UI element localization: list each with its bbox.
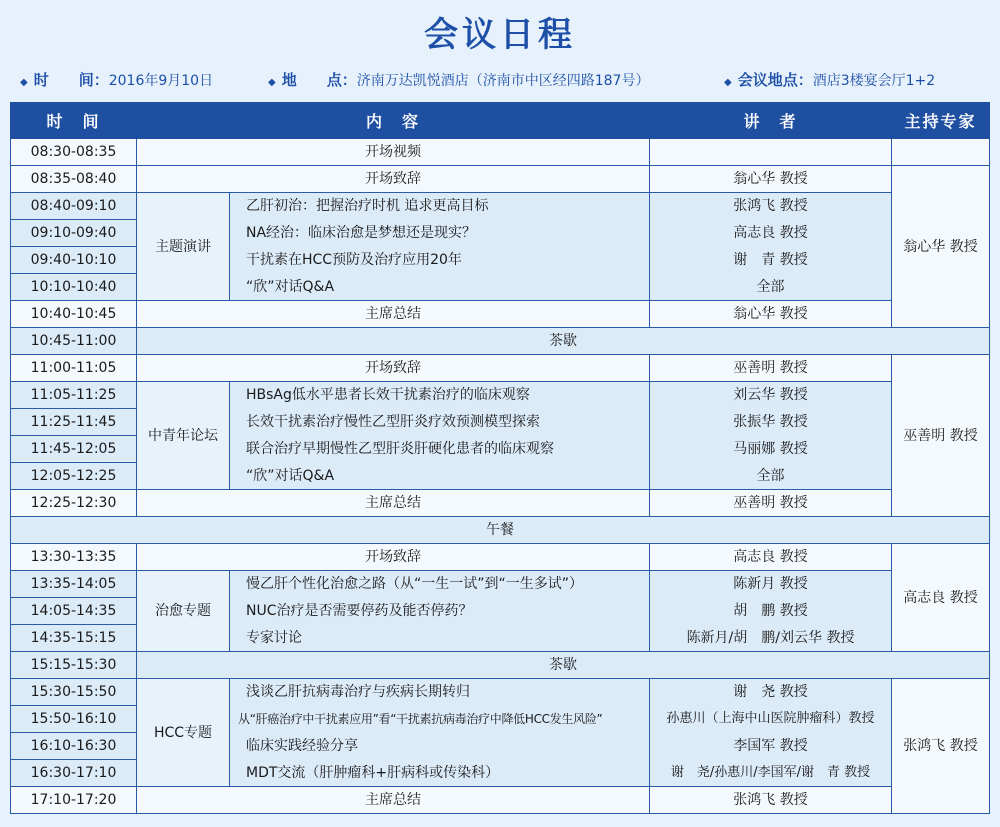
speaker-cell: 翁心华 教授 — [650, 166, 892, 193]
speaker-cell: 张鸿飞 教授 — [650, 193, 892, 220]
topic-cell: 临床实践经验分享 — [230, 733, 650, 760]
speaker-cell: 巫善明 教授 — [650, 490, 892, 517]
speaker-cell: 陈新月/胡 鹏/刘云华 教授 — [650, 625, 892, 652]
speaker-cell: 全部 — [650, 463, 892, 490]
host-cell — [892, 139, 990, 166]
time-label: 时 间： — [33, 71, 109, 89]
header-speaker: 讲 者 — [650, 103, 892, 139]
speaker-cell: 巫善明 教授 — [650, 355, 892, 382]
table-row — [11, 652, 990, 679]
content-cell: 主席总结 — [137, 301, 650, 328]
time-cell: 11:00-11:05 — [11, 355, 137, 382]
speaker-cell: 张鸿飞 教授 — [650, 787, 892, 814]
speaker-cell: 谢 青 教授 — [650, 247, 892, 274]
group-cell: 治愈专题 — [137, 571, 230, 652]
speaker-cell: 李国军 教授 — [650, 733, 892, 760]
diamond-icon: ◆ — [20, 77, 28, 88]
time-value: 2016年9月10日 — [108, 73, 214, 89]
table-row — [11, 193, 990, 220]
speaker-cell: 孙惠川（上海中山医院肿瘤科）教授 — [650, 706, 892, 733]
speaker-cell: 全部 — [650, 274, 892, 301]
place-value: 济南万达凯悦酒店（济南市中区经四路187号） — [356, 73, 650, 89]
host-cell: 张鸿飞 教授 — [892, 679, 990, 814]
time-cell: 09:10-09:40 — [11, 220, 137, 247]
topic-cell: “欣”对话Q&A — [230, 463, 650, 490]
topic-cell: 长效干扰素治疗慢性乙型肝炎疗效预测模型探索 — [230, 409, 650, 436]
speaker-cell: 马丽娜 教授 — [650, 436, 892, 463]
schedule-table — [10, 102, 990, 814]
speaker-cell: 翁心华 教授 — [650, 301, 892, 328]
time-cell: 13:35-14:05 — [11, 571, 137, 598]
info-time — [20, 68, 213, 92]
speaker-cell: 胡 鹏 教授 — [650, 598, 892, 625]
content-cell: 主席总结 — [137, 787, 650, 814]
speaker-cell: 谢 尧 教授 — [650, 679, 892, 706]
time-cell: 10:45-11:00 — [11, 328, 137, 355]
topic-cell: MDT交流（肝肿瘤科+肝病科或传染科） — [230, 760, 650, 787]
info-place — [268, 68, 649, 92]
time-cell: 14:05-14:35 — [11, 598, 137, 625]
table-row — [11, 517, 990, 544]
time-cell: 16:10-16:30 — [11, 733, 137, 760]
group-cell: 主题演讲 — [137, 193, 230, 301]
time-cell: 11:45-12:05 — [11, 436, 137, 463]
time-cell: 08:40-09:10 — [11, 193, 137, 220]
lunch-cell: 午餐 — [11, 517, 990, 544]
speaker-cell: 张振华 教授 — [650, 409, 892, 436]
time-cell: 08:30-08:35 — [11, 139, 137, 166]
host-cell: 高志良 教授 — [892, 544, 990, 652]
table-row — [11, 166, 990, 193]
content-cell: 开场致辞 — [137, 544, 650, 571]
table-row — [11, 139, 990, 166]
topic-cell: “欣”对话Q&A — [230, 274, 650, 301]
time-cell: 14:35-15:15 — [11, 625, 137, 652]
speaker-cell — [650, 139, 892, 166]
venue-value: 酒店3楼宴会厅1+2 — [812, 73, 936, 89]
venue-label: 会议地点： — [737, 71, 813, 89]
topic-cell: 干扰素在HCC预防及治疗应用20年 — [230, 247, 650, 274]
speaker-cell: 谢 尧/孙惠川/李国军/谢 青 教授 — [650, 760, 892, 787]
time-cell: 10:40-10:45 — [11, 301, 137, 328]
time-cell: 13:30-13:35 — [11, 544, 137, 571]
table-row — [11, 328, 990, 355]
host-cell: 翁心华 教授 — [892, 166, 990, 328]
table-row — [11, 787, 990, 814]
content-cell: 开场视频 — [137, 139, 650, 166]
topic-cell: 从“肝癌治疗中干扰素应用”看“干扰素抗病毒治疗中降低HCC发生风险” — [230, 706, 650, 733]
info-venue — [724, 68, 935, 92]
time-cell: 15:15-15:30 — [11, 652, 137, 679]
content-cell: 主席总结 — [137, 490, 650, 517]
table-row — [11, 679, 990, 706]
topic-cell: 浅谈乙肝抗病毒治疗与疾病长期转归 — [230, 679, 650, 706]
table-row — [11, 301, 990, 328]
time-cell: 12:25-12:30 — [11, 490, 137, 517]
diamond-icon: ◆ — [268, 77, 276, 88]
header-content: 内 容 — [137, 103, 650, 139]
diamond-icon: ◆ — [724, 77, 732, 88]
speaker-cell: 高志良 教授 — [650, 220, 892, 247]
content-cell: 开场致辞 — [137, 355, 650, 382]
break-cell: 茶歇 — [137, 652, 990, 679]
speaker-cell: 陈新月 教授 — [650, 571, 892, 598]
topic-cell: 专家讨论 — [230, 625, 650, 652]
page-title: 会议日程 — [424, 15, 576, 55]
topic-cell: 乙肝初治：把握治疗时机 追求更高目标 — [230, 193, 650, 220]
time-cell: 11:25-11:45 — [11, 409, 137, 436]
time-cell: 17:10-17:20 — [11, 787, 137, 814]
time-cell: 15:30-15:50 — [11, 679, 137, 706]
time-cell: 15:50-16:10 — [11, 706, 137, 733]
time-cell: 08:35-08:40 — [11, 166, 137, 193]
time-cell: 10:10-10:40 — [11, 274, 137, 301]
table-row — [11, 382, 990, 409]
topic-cell: 慢乙肝个性化治愈之路（从“一生一试”到“一生多试”） — [230, 571, 650, 598]
topic-cell: NUC治疗是否需要停药及能否停药？ — [230, 598, 650, 625]
table-row — [11, 571, 990, 598]
time-cell: 09:40-10:10 — [11, 247, 137, 274]
table-row — [11, 544, 990, 571]
header-host: 主持专家 — [892, 103, 990, 139]
topic-cell: NA经治：临床治愈是梦想还是现实？ — [230, 220, 650, 247]
host-cell: 巫善明 教授 — [892, 355, 990, 517]
table-row — [11, 355, 990, 382]
group-cell: HCC专题 — [137, 679, 230, 787]
time-cell: 16:30-17:10 — [11, 760, 137, 787]
speaker-cell: 刘云华 教授 — [650, 382, 892, 409]
header-time: 时 间 — [11, 103, 137, 139]
group-cell: 中青年论坛 — [137, 382, 230, 490]
break-cell: 茶歇 — [137, 328, 990, 355]
table-row — [11, 490, 990, 517]
place-label: 地 点： — [281, 71, 357, 89]
table-header-row — [11, 103, 990, 139]
speaker-cell: 高志良 教授 — [650, 544, 892, 571]
content-cell: 开场致辞 — [137, 166, 650, 193]
time-cell: 12:05-12:25 — [11, 463, 137, 490]
topic-cell: 联合治疗早期慢性乙型肝炎肝硬化患者的临床观察 — [230, 436, 650, 463]
time-cell: 11:05-11:25 — [11, 382, 137, 409]
topic-cell: HBsAg低水平患者长效干扰素治疗的临床观察 — [230, 382, 650, 409]
